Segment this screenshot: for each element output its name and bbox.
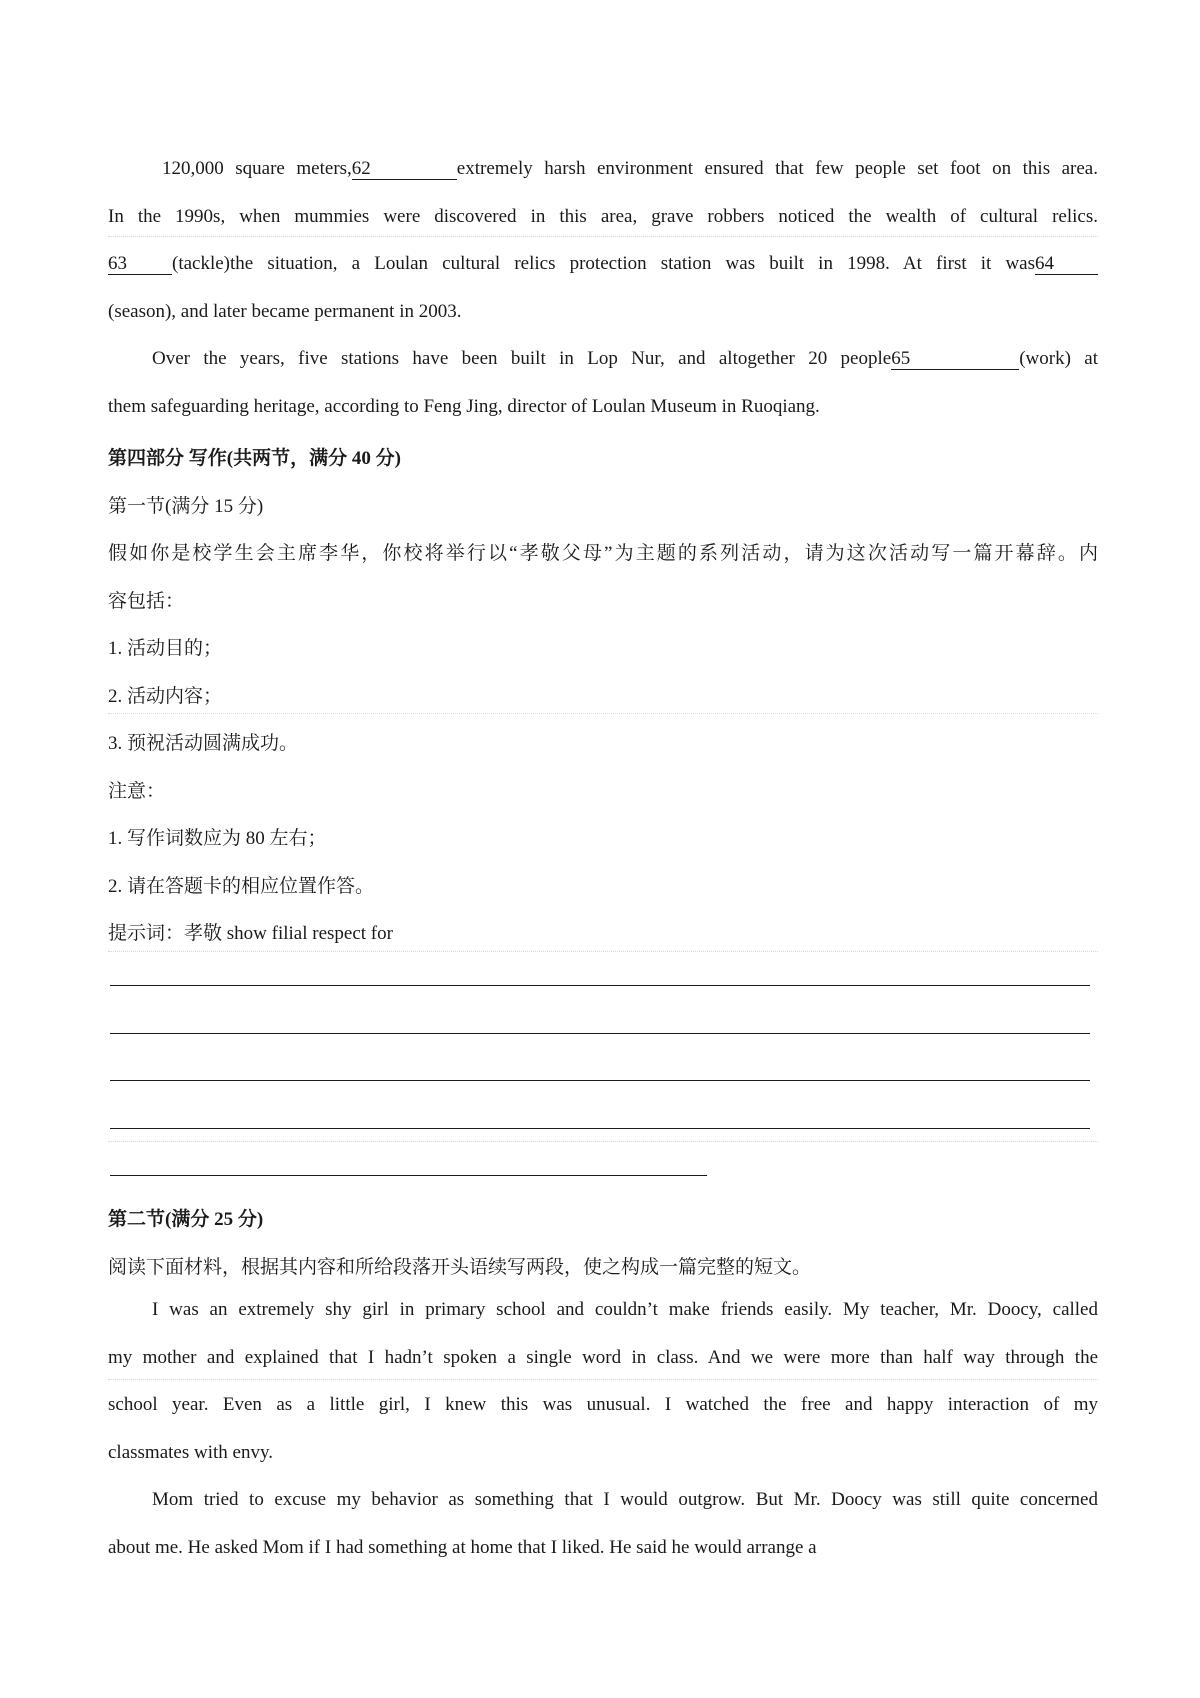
blank-65[interactable]: 65 — [891, 349, 1019, 370]
answer-line[interactable] — [110, 1080, 1090, 1081]
writing-prompt-line-2: 容包括： — [108, 591, 185, 612]
guide-rule — [108, 1379, 1098, 1380]
content-item: 2. 活动内容； — [108, 686, 223, 707]
guide-rule — [108, 713, 1098, 714]
section-two-title: 第二节(满分 25 分) — [108, 1209, 264, 1230]
story-line: school year. Even as a little girl, I knew this was unusual. I watched the free and happy interaction of my — [108, 1394, 1098, 1415]
note-item: 2. 请在答题卡的相应位置作答。 — [108, 876, 375, 897]
notes-title: 注意： — [108, 781, 166, 802]
answer-line[interactable] — [110, 1175, 707, 1176]
story-line: my mother and explained that I hadn’t spoken a single word in class. And we were more than half way through the — [108, 1347, 1098, 1368]
guide-rule — [108, 236, 1098, 237]
part-four-title: 第四部分 写作(共两节，满分 40 分) — [108, 448, 401, 469]
reading-line-5: Over the years, five stations have been built in Lop Nur, and altogether 20 people65 (work) at — [152, 348, 1098, 369]
guide-rule — [108, 951, 1098, 952]
writing-prompt-line-1: 假如你是校学生会主席李华，你校将举行以“孝敬父母”为主题的系列活动，请为这次活动写一篇开幕辞。内 — [108, 543, 1098, 564]
content-item: 3. 预祝活动圆满成功。 — [108, 733, 299, 754]
blank-64[interactable]: 64 — [1035, 254, 1098, 275]
reading-line-1: 120,000 square meters,62 extremely harsh environment ensured that few people set foot on this area. — [162, 158, 1098, 179]
section-two-instruction: 阅读下面材料，根据其内容和所给段落开头语续写两段，使之构成一篇完整的短文。 — [108, 1257, 812, 1278]
hint-words: 提示词：孝敬 show filial respect for — [108, 923, 393, 944]
reading-line-4: (season), and later became permanent in 2003. — [108, 301, 462, 322]
guide-rule — [108, 1141, 1098, 1142]
content-item: 1. 活动目的； — [108, 638, 223, 659]
note-item: 1. 写作词数应为 80 左右； — [108, 828, 327, 849]
story-line: classmates with envy. — [108, 1442, 273, 1463]
reading-line-6: them safeguarding heritage, according to Feng Jing, director of Loulan Museum in Ruoqiang. — [108, 396, 820, 417]
answer-line[interactable] — [110, 985, 1090, 986]
story-line: about me. He asked Mom if I had something at home that I liked. He said he would arrange a — [108, 1537, 817, 1558]
reading-line-2: In the 1990s, when mummies were discovered in this area, grave robbers noticed the wealth of cultural relics. — [108, 206, 1098, 227]
story-line: Mom tried to excuse my behavior as something that I would outgrow. But Mr. Doocy was still quite concerned — [152, 1489, 1098, 1510]
reading-line-3: 63 (tackle)the situation, a Loulan cultural relics protection station was built in 1998. At first it was64 — [108, 253, 1098, 275]
blank-63[interactable]: 63 — [108, 254, 172, 275]
section-one-title: 第一节(满分 15 分) — [108, 496, 264, 517]
answer-line[interactable] — [110, 1128, 1090, 1129]
story-line: I was an extremely shy girl in primary school and couldn’t make friends easily. My teacher, Mr. Doocy, called — [152, 1299, 1098, 1320]
blank-62[interactable]: 62 — [352, 159, 457, 180]
answer-line[interactable] — [110, 1033, 1090, 1034]
